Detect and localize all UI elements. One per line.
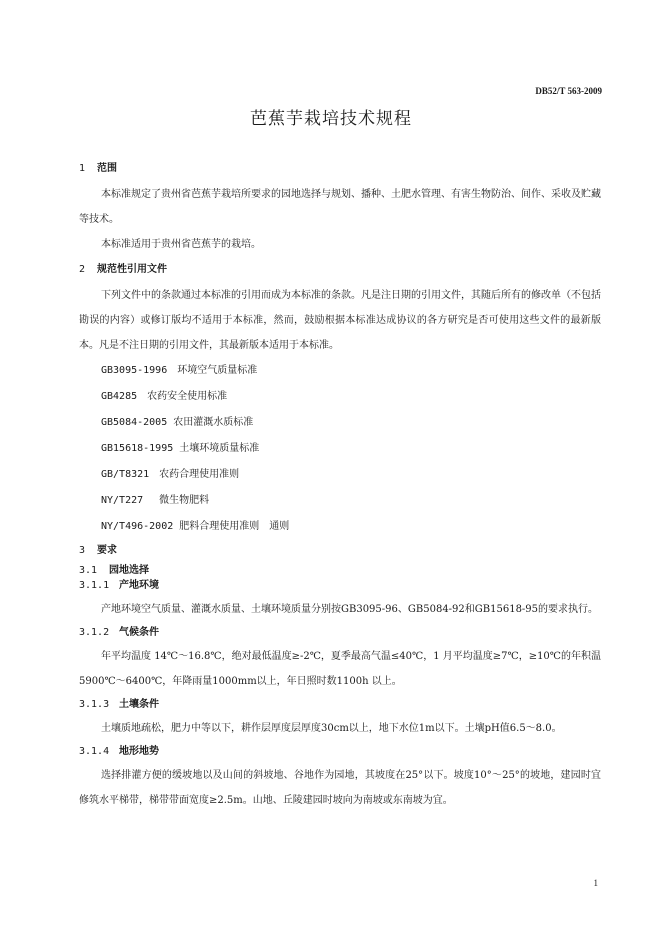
section-heading-1 — [79, 162, 601, 176]
paragraph-environment: 产地环境空气质量、灌溉水质量、土壤环境质量分别按GB3095-96、GB5084-92和GB15618-95的要求执行。 — [101, 604, 599, 615]
subsection-heading-3-1-3 — [79, 698, 601, 712]
paragraph-references: 下列文件中的条款通过本标准的引用而成为本标准的条款。凡是注日期的引用文件，其随后所有的修改单（不包括勘误的内容）或修订版均不适用于本标准，然而，鼓励根据本标准达成协议的各方研究是否可使用这些文件的最新版本。凡是不注日期的引用文件，其最新版本适用于本标准。 — [79, 290, 601, 351]
reference-item: NY/T227 微生物肥料 — [101, 495, 210, 506]
section-number: 1 — [79, 163, 86, 174]
section-number: 3.1.4 — [79, 746, 110, 757]
section-title: 园地选择 — [109, 565, 149, 576]
paragraph-terrain: 选择排灌方便的缓坡地以及山间的斜坡地、谷地作为园地，其坡度在25°以下。坡度10°～25°的坡地，建园时宜修筑水平梯带，梯带带面宽度≥2.5m。山地、丘陵建园时坡向为南坡或东南坡为宜。 — [79, 770, 601, 806]
section-heading-3 — [79, 544, 601, 558]
section-number: 3.1.1 — [79, 580, 110, 591]
page-number: 1 — [593, 878, 598, 888]
section-title: 要求 — [97, 545, 117, 556]
section-number: 3 — [79, 545, 86, 556]
document-title: 芭蕉芋栽培技术规程 — [250, 109, 412, 129]
reference-item: NY/T496-2002 肥料合理使用准则 通则 — [101, 521, 290, 532]
section-title: 范围 — [97, 163, 117, 174]
reference-list — [79, 358, 601, 540]
reference-item: GB/T8321 农药合理使用准则 — [101, 469, 240, 480]
subsection-heading-3-1 — [79, 564, 601, 578]
subsection-heading-3-1-2 — [79, 626, 601, 640]
section-number: 3.1.3 — [79, 699, 110, 710]
reference-item: GB5084-2005 农田灌溉水质标准 — [101, 417, 254, 428]
section-title: 产地环境 — [119, 580, 159, 591]
section-number: 3.1.2 — [79, 627, 110, 638]
paragraph-scope-2: 本标准适用于贵州省芭蕉芋的栽培。 — [101, 239, 261, 250]
subsection-heading-3-1-4 — [79, 745, 601, 759]
paragraph-soil: 土壤质地疏松，肥力中等以下，耕作层厚度层厚度30cm以上，地下水位1m以下。土壤pH值6.5～8.0。 — [101, 723, 562, 734]
reference-item: GB3095-1996 环境空气质量标准 — [101, 365, 258, 376]
paragraph-scope-1: 本标准规定了贵州省芭蕉芋栽培所要求的园地选择与规划、播种、土肥水管理、有害生物防治、间作、采收及贮藏等技术。 — [79, 189, 601, 225]
subsection-heading-3-1-1 — [79, 579, 601, 593]
section-title: 地形地势 — [119, 746, 159, 757]
reference-item: GB4285 农药安全使用标准 — [101, 391, 228, 402]
section-title: 规范性引用文件 — [97, 264, 167, 275]
section-heading-2 — [79, 263, 601, 277]
section-number: 2 — [79, 264, 86, 275]
reference-item: GB15618-1995 土壤环境质量标准 — [101, 443, 260, 454]
standard-code: DB52/T 563-2009 — [535, 86, 602, 96]
section-title: 土壤条件 — [119, 699, 159, 710]
section-number: 3.1 — [79, 565, 98, 576]
document-body — [79, 162, 601, 813]
section-title: 气候条件 — [119, 627, 159, 638]
paragraph-climate: 年平均温度 14℃～16.8℃，绝对最低温度≥-2℃，夏季最高气温≤40℃，1 月平均温度≥7℃，≥10℃的年积温5900℃～6400℃，年降雨量1000mm以上，年日照时数1100h 以上。 — [79, 651, 601, 687]
